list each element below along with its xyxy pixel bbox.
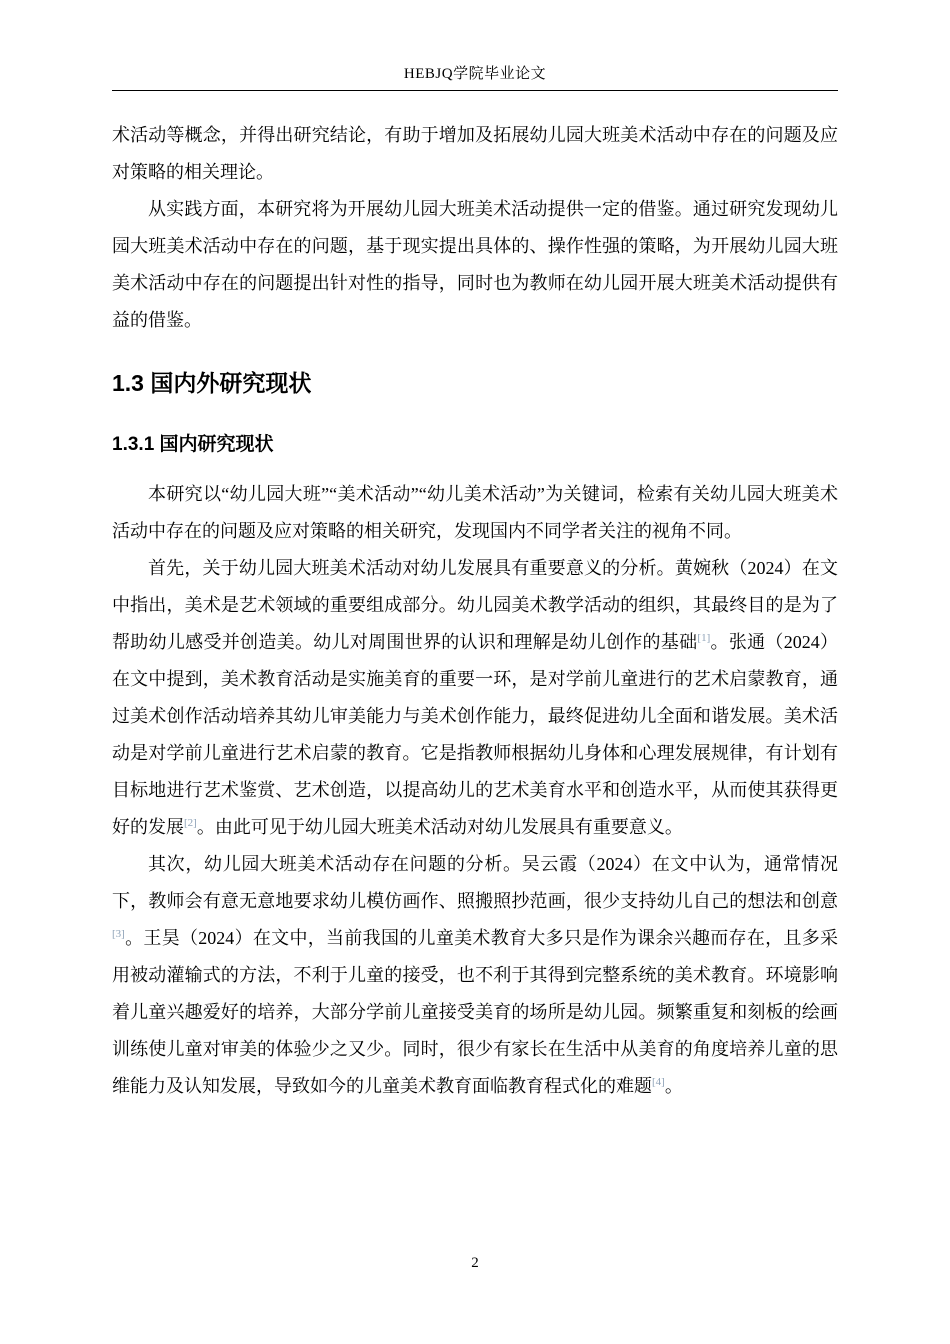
paragraph-continuation: 术活动等概念，并得出研究结论，有助于增加及拓展幼儿园大班美术活动中存在的问题及应对策略的相关理论。	[112, 125, 838, 182]
citation-ref: [2]	[184, 816, 197, 829]
paragraph-text: 其次，幼儿园大班美术活动存在问题的分析。吴云霞（2024）在文中认为，通常情况下，教师会有意无意地要求幼儿模仿画作、照搬照抄范画，很少支持幼儿自己的想法和创意	[112, 853, 838, 911]
subsection-heading: 1.3.1 国内研究现状	[112, 433, 274, 455]
citation-ref: [3]	[112, 927, 125, 940]
paragraph	[112, 550, 838, 846]
paragraph-text: 首先，关于幼儿园大班美术活动对幼儿发展具有重要意义的分析。黄婉秋（2024）在文中指出，美术是艺术领域的重要组成部分。幼儿园美术教学活动的组织，其最终目的是为了帮助幼儿感受并创造美。幼儿对周围世界的认识和理解是幼儿创作的基础	[112, 557, 838, 652]
citation-ref: [1]	[697, 631, 711, 644]
citation-ref: [4]	[652, 1075, 665, 1088]
document-body	[112, 117, 838, 1105]
paragraph	[112, 846, 838, 1105]
paragraph-text: 。	[664, 1075, 683, 1096]
page-footer	[0, 1255, 950, 1272]
page-header	[112, 62, 838, 91]
header-title: HEBJQ学院毕业论文	[403, 66, 547, 82]
paragraph-text: 。由此可见于幼儿园大班美术活动对幼儿发展具有重要意义。	[196, 816, 683, 837]
section-heading: 1.3 国内外研究现状	[112, 370, 312, 396]
paragraph: 本研究以“幼儿园大班”“美术活动”“幼儿美术活动”为关键词，检索有关幼儿园大班美术活动中存在的问题及应对策略的相关研究，发现国内不同学者关注的视角不同。	[112, 483, 838, 541]
paragraph: 从实践方面，本研究将为开展幼儿园大班美术活动提供一定的借鉴。通过研究发现幼儿园大班美术活动中存在的问题，基于现实提出具体的、操作性强的策略，为开展幼儿园大班美术活动中存在的问题提出针对性的指导，同时也为教师在幼儿园开展大班美术活动提供有益的借鉴。	[112, 199, 838, 330]
paragraph-text: 。王昊（2024）在文中，当前我国的儿童美术教育大多只是作为课余兴趣而存在，且多采用被动灌输式的方法，不利于儿童的接受，也不利于其得到完整系统的美术教育。环境影响着儿童兴趣爱好的培养，大部分学前儿童接受美育的场所是幼儿园。频繁重复和刻板的绘画训练使儿童对审美的体验少之又少。同时，很少有家长在生活中从美育的角度培养儿童的思维能力及认知发展，导致如今的儿童美术教育面临教育程式化的难题	[112, 927, 838, 1096]
page-number: 2	[471, 1255, 479, 1271]
paragraph-text: 。张通（2024）在文中提到，美术教育活动是实施美育的重要一环，是对学前儿童进行的艺术启蒙教育，通过美术创作活动培养其幼儿审美能力与美术创作能力，最终促进幼儿全面和谐发展。美术活动是对学前儿童进行艺术启蒙的教育。它是指教师根据幼儿身体和心理发展规律，有计划有目标地进行艺术鉴赏、艺术创造，以提高幼儿的艺术美育水平和创造水平，从而使其获得更好的发展	[112, 631, 838, 837]
